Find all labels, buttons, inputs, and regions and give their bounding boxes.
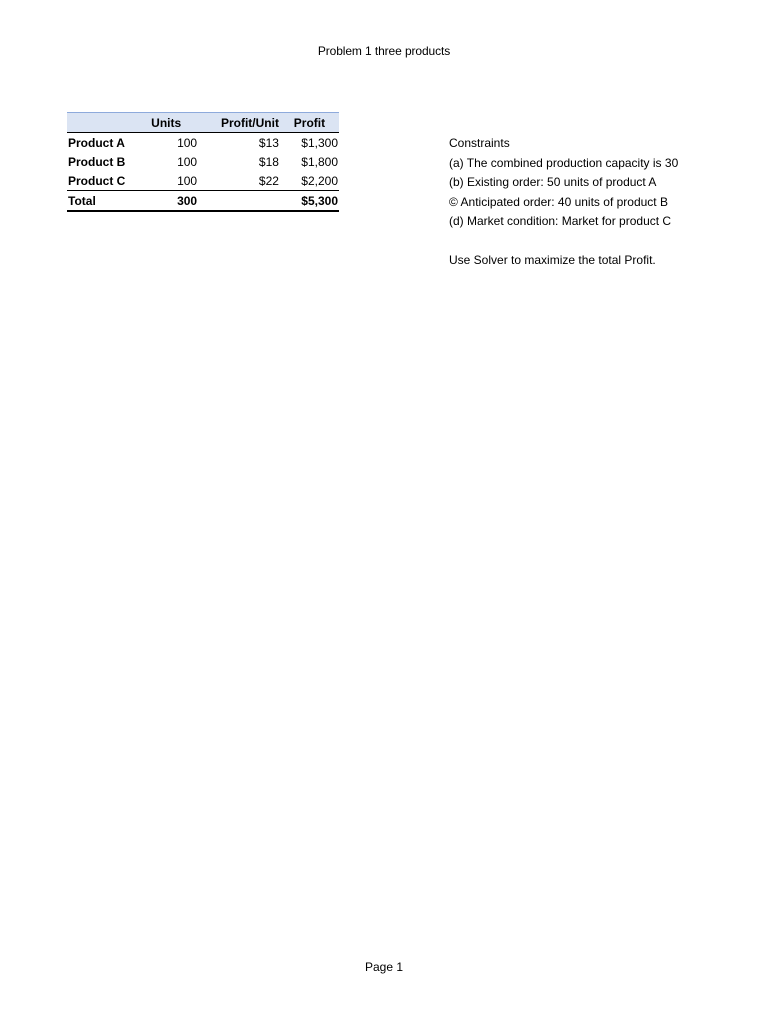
constraint-item: (b) Existing order: 50 units of product A [449,175,657,190]
row-label: Product B [68,154,126,169]
row-units: 100 [177,135,198,150]
row-profit-per-unit: $13 [258,135,279,150]
constraint-item: © Anticipated order: 40 units of product B [449,194,668,209]
header-units: Units [134,113,198,133]
constraint-item: (a) The combined production capacity is 30 [449,155,679,170]
header-profit: Profit [280,113,339,133]
header-blank [67,113,134,133]
solver-instruction: Use Solver to maximize the total Profit. [449,252,656,267]
constraint-item: (d) Market condition: Market for product C [449,214,672,229]
spacer [449,232,678,251]
row-profit: $2,200 [301,173,338,188]
table-row [67,133,339,153]
row-label: Product A [68,135,125,150]
page-number: Page 1 [364,960,404,974]
total-label: Total [67,191,134,212]
products-table [67,112,339,212]
row-profit: $1,300 [301,135,338,150]
header-profit-per-unit: Profit/Unit [198,113,280,133]
total-units: 300 [134,191,198,212]
constraints-heading: Constraints [449,136,510,150]
row-profit-per-unit: $22 [258,173,279,188]
constraints-block [449,134,678,271]
row-profit: $1,800 [301,154,338,169]
row-profit-per-unit: $18 [258,154,279,169]
table-row [67,171,339,191]
row-units: 100 [177,173,198,188]
total-row [67,191,339,212]
row-label: Product C [68,173,126,188]
table-row [67,152,339,171]
table-header-row [67,113,339,133]
total-profit-per-unit [198,191,280,212]
page-title: Problem 1 three products [317,44,451,58]
row-units: 100 [177,154,198,169]
total-profit: $5,300 [280,191,339,212]
